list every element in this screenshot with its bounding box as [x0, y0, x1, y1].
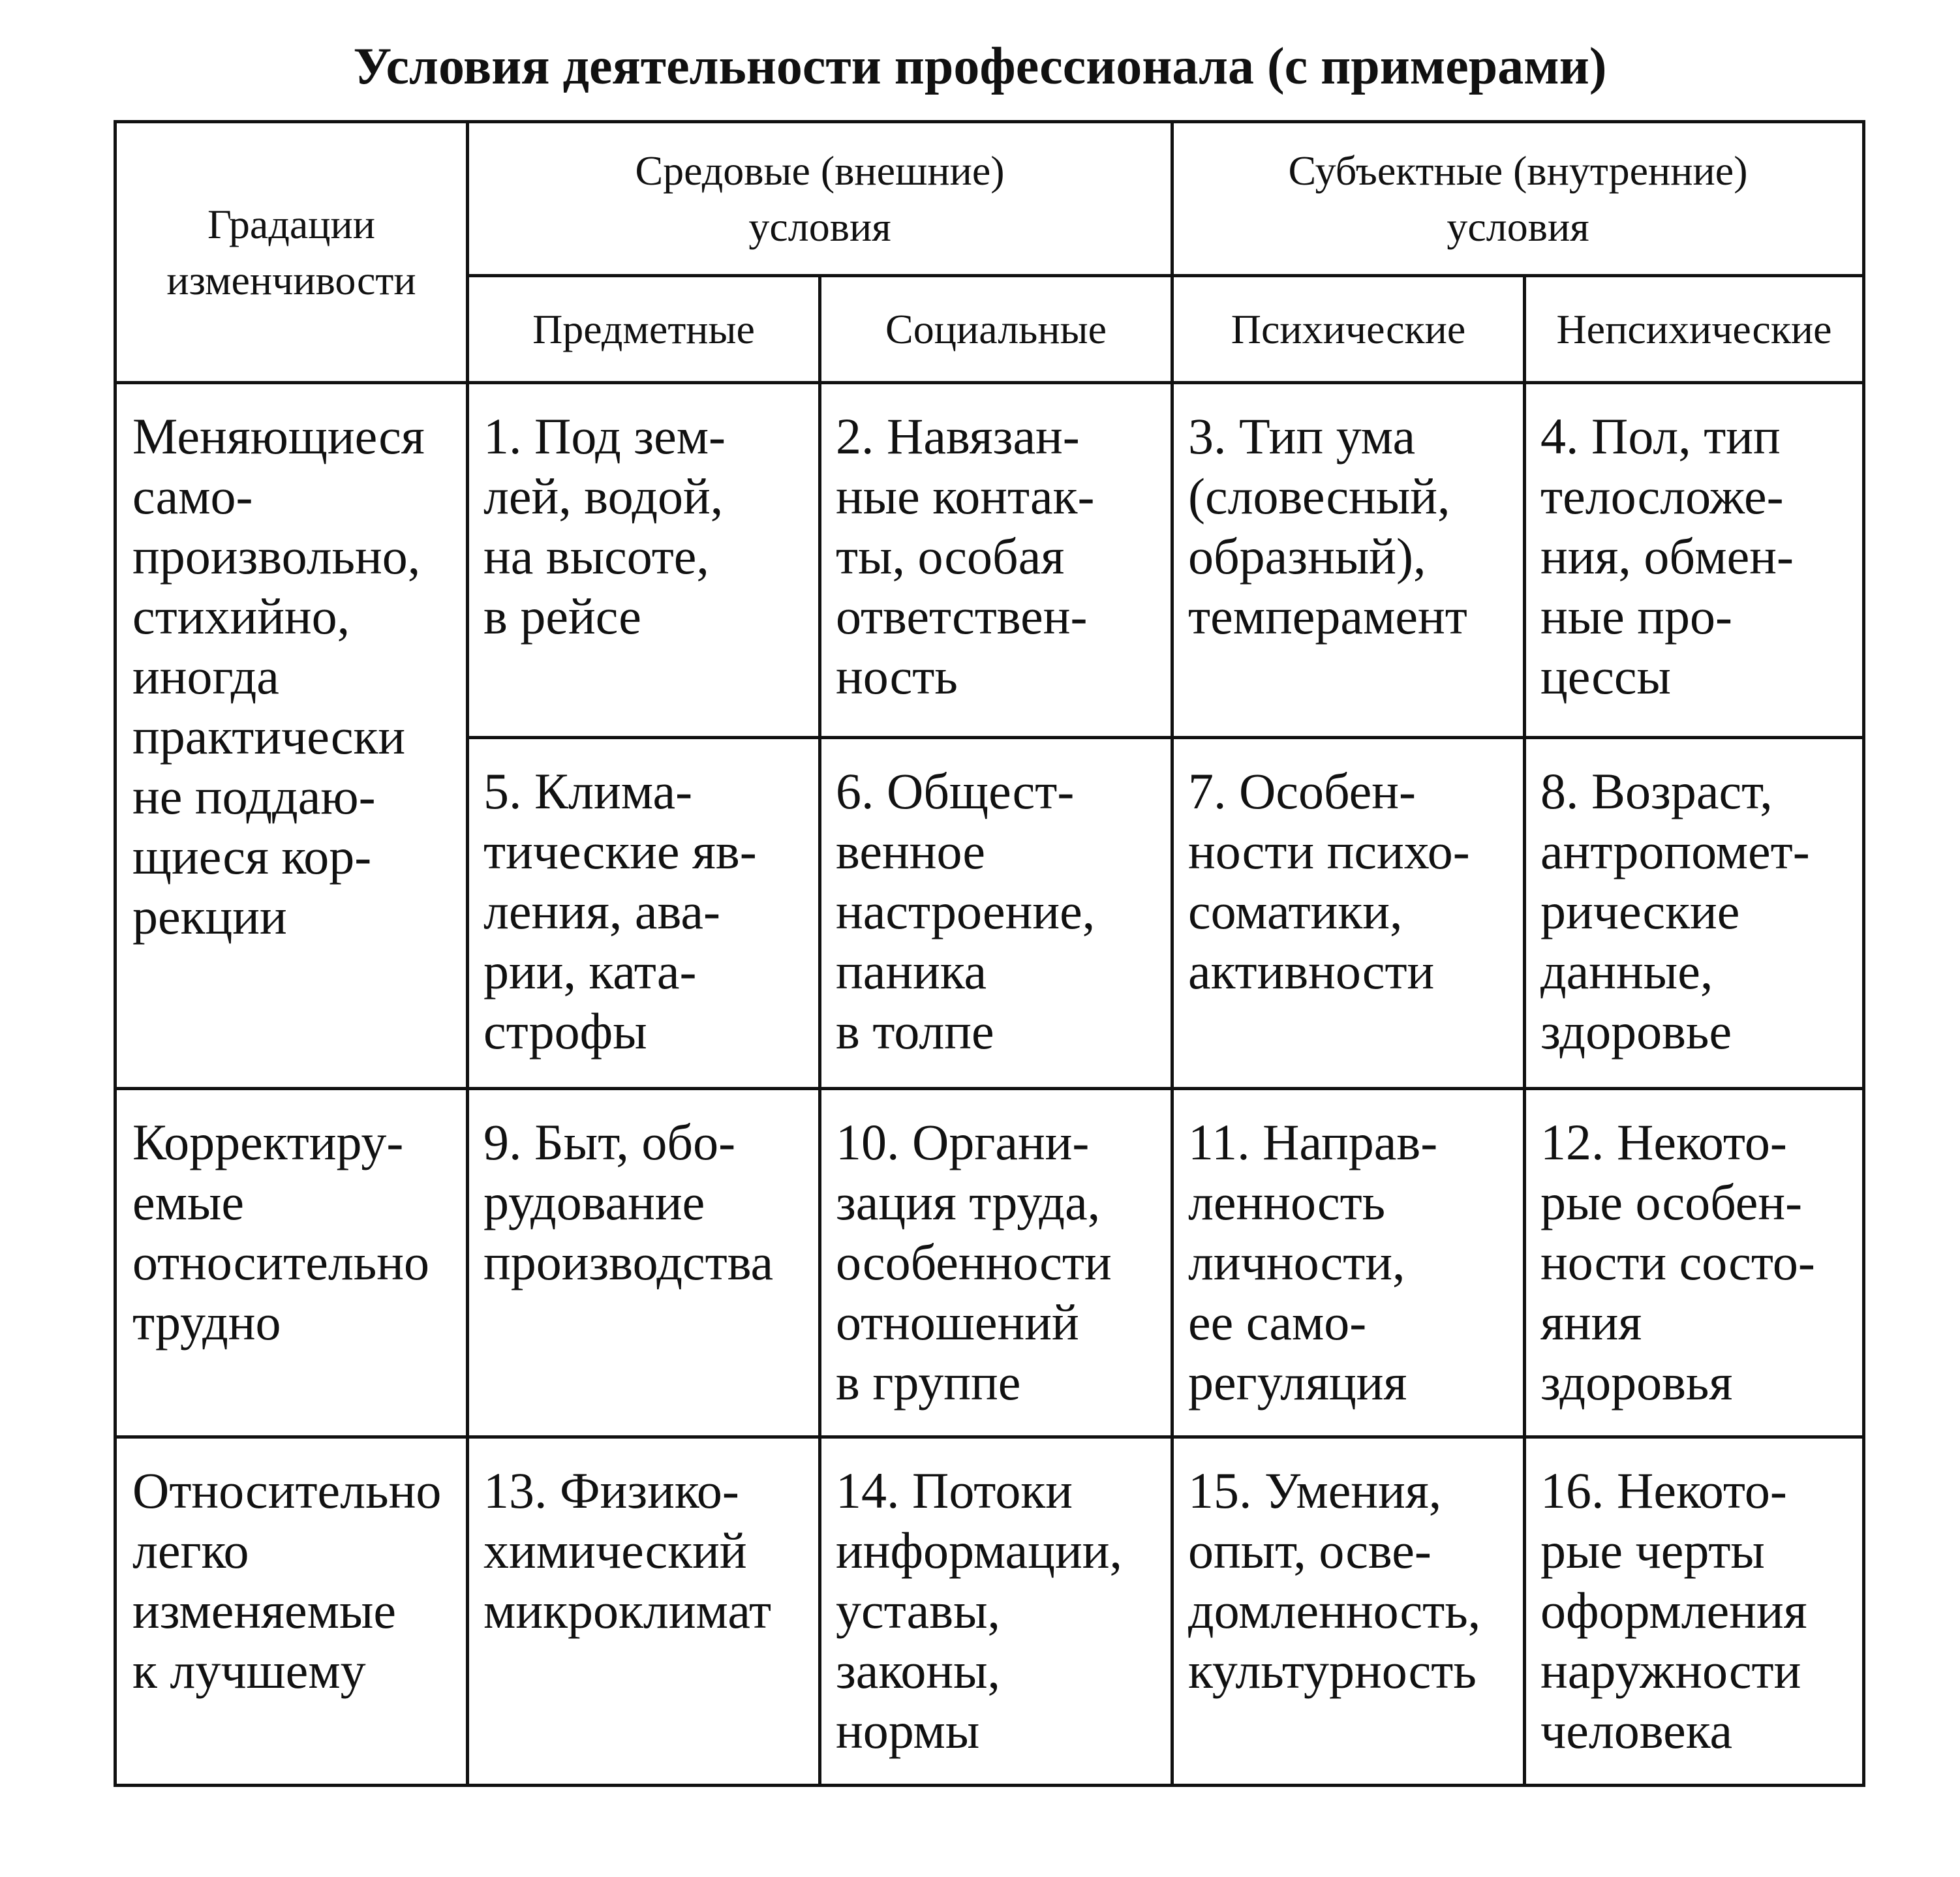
subheader-cell-nonmental: Непсихические: [1525, 276, 1864, 383]
table-cell: 5. Клима- тические яв- ления, ава- рии, ката- строфы: [468, 738, 820, 1089]
grade-cell-easy: Относительно легко изменяемые к лучшему: [115, 1437, 468, 1786]
header-row-groups: [115, 122, 1864, 276]
header-cell-gradations: Градации изменчивости: [115, 122, 468, 383]
conditions-table: [114, 120, 1865, 1787]
table-cell: 16. Некото- рые черты оформления наружности человека: [1525, 1437, 1864, 1786]
table-title: Условия деятельности профессионала (с примерами): [353, 38, 1607, 95]
subheader-cell-mental: Психические: [1172, 276, 1525, 383]
table-row: [115, 1089, 1864, 1437]
table-cell: 3. Тип ума (словесный, образный), темперамент: [1172, 383, 1525, 738]
table-cell: 7. Особен- ности психо- соматики, активности: [1172, 738, 1525, 1089]
table-cell: 15. Умения, опыт, осве- домленность, культурность: [1172, 1437, 1525, 1786]
table-cell: 10. Органи- зация труда, особенности отношений в группе: [820, 1089, 1172, 1437]
table-cell: 9. Быт, обо- рудование производства: [468, 1089, 820, 1437]
grade-cell-hard: Корректиру- емые относительно трудно: [115, 1089, 468, 1437]
table-row: [115, 383, 1864, 738]
table-cell: 6. Общест- венное настроение, паника в толпе: [820, 738, 1172, 1089]
subheader-cell-objective: Предметные: [468, 276, 820, 383]
table-cell: 4. Пол, тип телосложе- ния, обмен- ные про- цессы: [1525, 383, 1864, 738]
table-cell: 13. Физико- химический микроклимат: [468, 1437, 820, 1786]
header-cell-subjective: Субъектные (внутренние) условия: [1172, 122, 1864, 276]
table-cell: 8. Возраст, антропомет- рические данные, здоровье: [1525, 738, 1864, 1089]
grade-cell-spontaneous: Меняющиеся само- произвольно, стихийно, иногда практически не поддаю- щиеся кор- рекции: [115, 383, 468, 1089]
subheader-cell-social: Социальные: [820, 276, 1172, 383]
table-cell: 2. Навязан- ные контак- ты, особая ответствен- ность: [820, 383, 1172, 738]
table-cell: 14. Потоки информации, уставы, законы, нормы: [820, 1437, 1172, 1786]
table-cell: 12. Некото- рые особен- ности состо- яния здоровья: [1525, 1089, 1864, 1437]
table-cell: 1. Под зем- лей, водой, на высоте, в рейсе: [468, 383, 820, 738]
header-cell-environmental: Средовые (внешние) условия: [468, 122, 1172, 276]
table-cell: 11. Направ- ленность личности, ее само- регуляция: [1172, 1089, 1525, 1437]
table-row: [115, 1437, 1864, 1786]
